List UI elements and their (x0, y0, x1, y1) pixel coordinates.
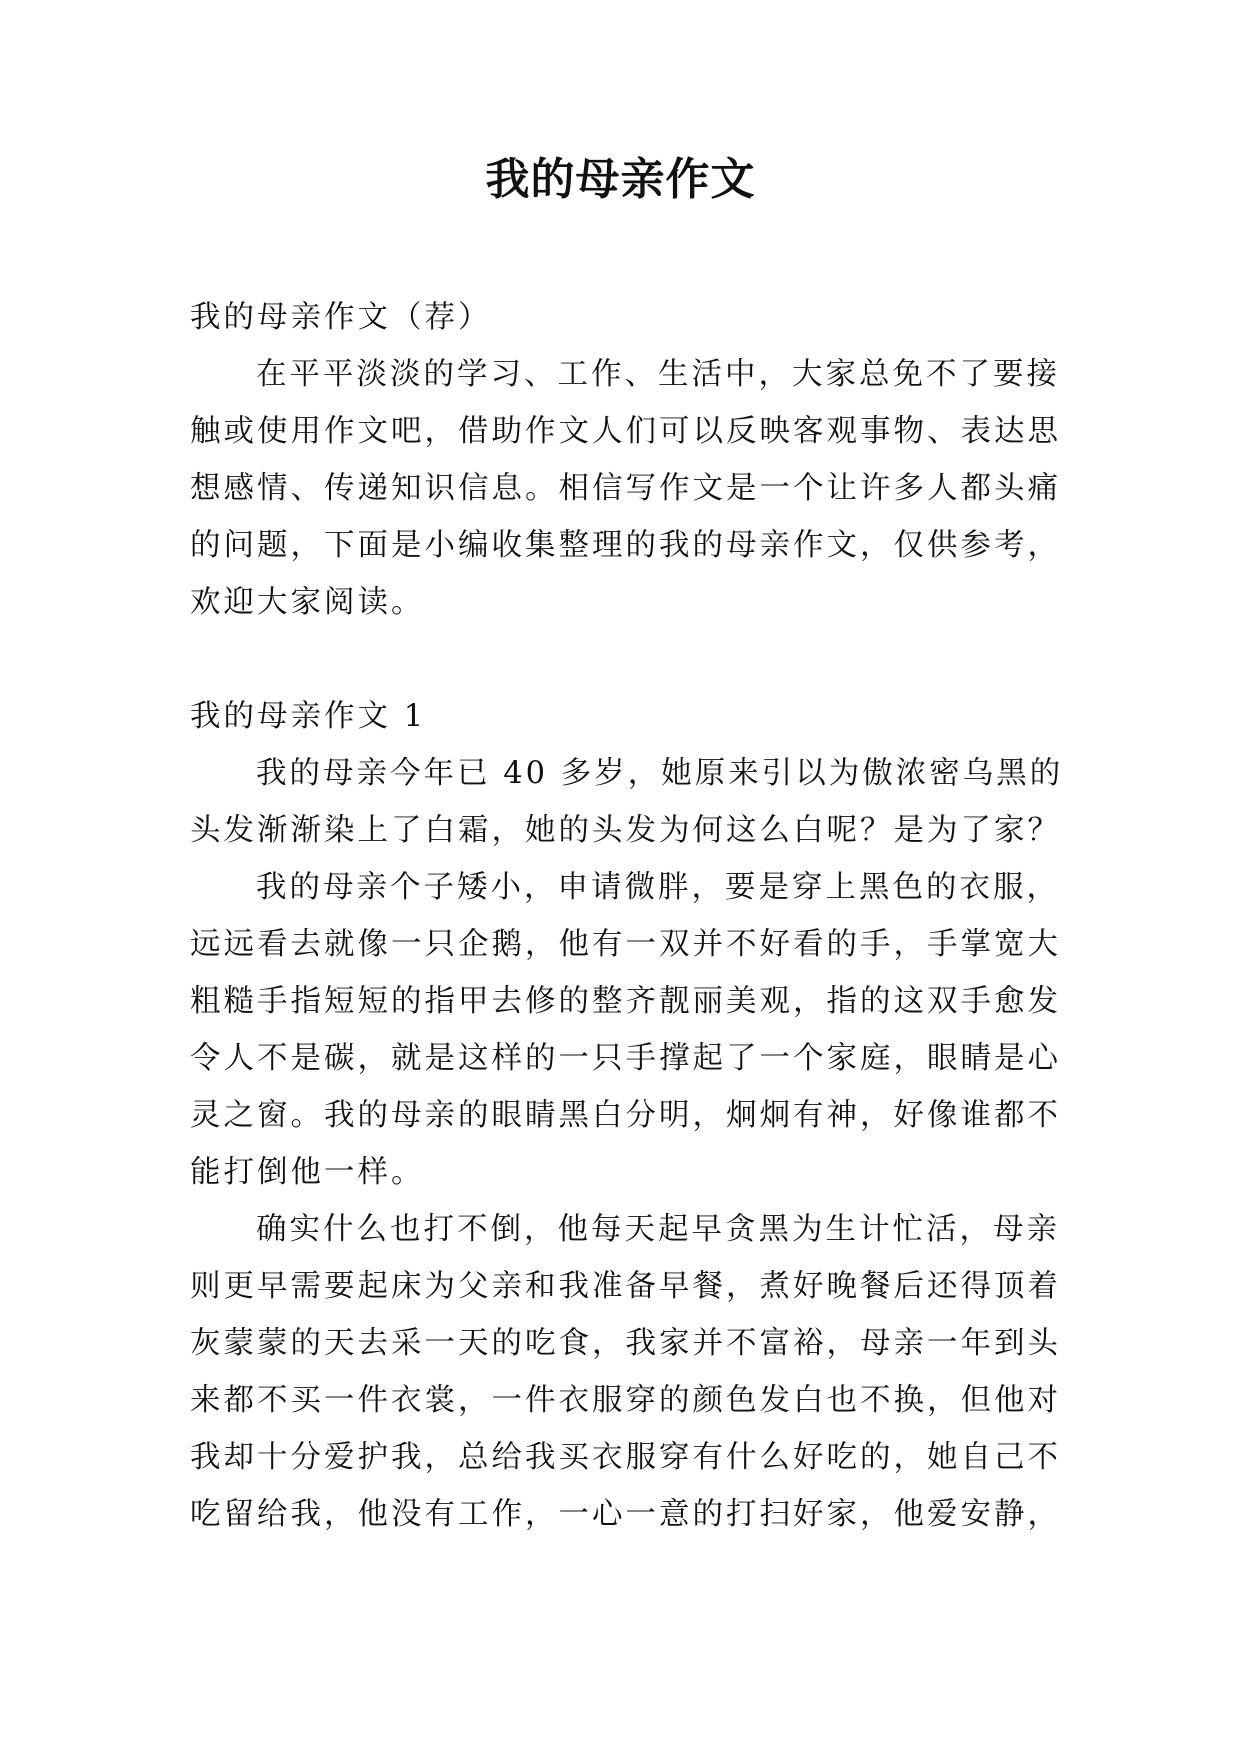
intro-line: 想感情、传递知识信息。相信写作文是一个让许多人都头痛 (190, 471, 1061, 506)
intro-line: 欢迎大家阅读。 (190, 585, 425, 620)
paragraph-line: 确实什么也打不倒，他每天起早贪黑为生计忙活，母亲 (256, 1212, 1060, 1247)
intro-line: 在平平淡淡的学习、工作、生活中，大家总免不了要接 (256, 357, 1060, 392)
paragraph-2 (190, 859, 1062, 1201)
document-body (190, 289, 1062, 1543)
paragraph-line: 灵之窗。我的母亲的眼睛黑白分明，炯炯有神，好像谁都不 (190, 1098, 1061, 1133)
paragraph-line: 则更早需要起床为父亲和我准备早餐，煮好晚餐后还得顶着 (190, 1269, 1061, 1304)
paragraph-line: 头发渐渐染上了白霜，她的头发为何这么白呢？是为了家？ (190, 813, 1061, 848)
paragraph-line: 令人不是碳，就是这样的一只手撑起了一个家庭，眼睛是心 (190, 1041, 1061, 1076)
paragraph-line: 灰蒙蒙的天去采一天的吃食，我家并不富裕，母亲一年到头 (190, 1326, 1061, 1361)
paragraph-line: 我的母亲今年已 40 多岁，她原来引以为傲浓密乌黑的 (256, 756, 1064, 791)
intro-paragraph (190, 346, 1062, 631)
paragraph-line: 能打倒他一样。 (190, 1155, 425, 1190)
section-gap (190, 631, 1062, 688)
paragraph-3 (190, 1201, 1062, 1543)
intro-line: 的问题，下面是小编收集整理的我的母亲作文，仅供参考， (190, 528, 1061, 563)
paragraph-line: 远远看去就像一只企鹅，他有一双并不好看的手，手掌宽大 (190, 927, 1061, 962)
document-title: 我的母亲作文 (485, 154, 756, 205)
paragraph-line: 我的母亲个子矮小，申请微胖，要是穿上黑色的衣服， (256, 870, 1060, 905)
paragraph-line: 吃留给我，他没有工作，一心一意的打扫好家，他爱安静， (190, 1497, 1061, 1532)
paragraph-line: 粗糙手指短短的指甲去修的整齐靓丽美观，指的这双手愈发 (190, 984, 1061, 1019)
paragraph-1 (190, 745, 1062, 859)
subtitle: 我的母亲作文（荐） (190, 300, 492, 335)
paragraph-line: 来都不买一件衣裳，一件衣服穿的颜色发白也不换，但他对 (190, 1383, 1061, 1418)
paragraph-line: 我却十分爱护我，总给我买衣服穿有什么好吃的，她自己不 (190, 1440, 1061, 1475)
section-heading: 我的母亲作文 1 (190, 699, 427, 734)
intro-line: 触或使用作文吧，借助作文人们可以反映客观事物、表达思 (190, 414, 1061, 449)
